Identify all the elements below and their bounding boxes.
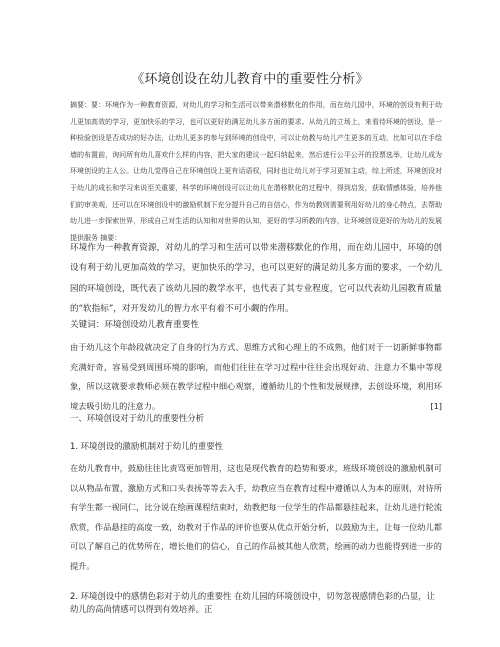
keywords-line: 关键词：环境创设幼儿教育重要性	[70, 320, 199, 330]
reference-marker: [1]	[430, 400, 442, 411]
subsection-heading-2: 2. 环境创设中的感情色彩对于幼儿的重要性 在幼儿园的环境创设中，切勿忽视感情色彩的凸显，让幼儿的高尚情感可以得到有效培养。正	[70, 591, 436, 614]
section-heading-1: 一、环境创设对于幼儿的重要性分析	[70, 413, 204, 423]
abstract-continuation: 环境作为一种教育资源，对幼儿的学习和生活可以带来潜移默化的作用，而在幼儿园中，环境的创设有利于幼儿更加高效的学习，更加快乐的学习，也可以更好的满足幼儿多方面的要求，一个幼儿园的环境创设，既代表了该幼儿园的教学水平，也代表了其专业程度，它可以代表幼儿园教育质量的“软指标”，对开发幼儿的智力水平有着不可小觑的作用。	[70, 243, 442, 315]
body-paragraph-2: 在幼儿教育中，鼓励往往比责骂更加管用，这也是现代教育的趋势和要求，班级环境创设的激励机制可以从物品布置、激励方式和口头表扬等等去入手，幼教应当在教育过程中遵循以人为本的原则，对待所有学生都一视同仁，比分说在绘画课程结束时，幼教把每一位学生的作品都悬挂起来，让幼儿进行轮流欣赏，作品悬挂的高度一致，幼教对于作品的评价也要从优点开始分析，以鼓励为主，让每一位幼儿都可以了解自己的优势所在，增长他们的信心，自己的作品被其他人欣赏，绘画的动力也能得到进一步的提升。	[70, 463, 442, 571]
body-paragraph-1	[70, 338, 442, 416]
document-title: 《环境创设在幼儿教育中的重要性分析》	[131, 72, 369, 87]
body-paragraph-1-text: 由于幼儿这个年龄段就决定了自身的行为方式、思维方式和心理上的不成熟，他们对于一切新鲜事物都充满好奇，容易受到周围环境的影响，而他们往往在学习过程中往往会出现好动、注意力不集中等现象，所以这就要求教师必须在教学过程中细心观察，遵循幼儿的个性和发展规律，去创设环境，利用环境去吸引幼儿的注意力。	[70, 342, 442, 411]
abstract-paragraph: 摘要：要：环境作为一种教育资源，对幼儿的学习和生活可以带来潜移默化的作用，而在幼儿园中，环境的创设有利于幼儿更加高效的学习，更加快乐的学习，也可以更好的满足幼儿多方面的要求。从幼儿的立场上，来看待环境的创设，是一种检验创设是否成功的好办法，让幼儿更多的参与到环境的创设中，可以让幼教与幼儿产生更多的互动，比如可以在手绘墙的布置前，询问所有幼儿喜欢什么样的内容，把大家的建议一起归纳起来，然后进行公平公开的投票选举，让幼儿成为环境创设的主人公。让幼儿觉得自己在环境创设上更有话语权，同时也让幼儿对于学习更加主动，综上所述，环境创设对于幼儿的成长和学习来说至关重要，科学的环境创设可以让幼儿在潜移默化的过程中，得到启发，获取情感体验，培养他们的审美观，还可以在环境创设中的激励机制下充分提升自己的自信心，作为幼教则需要利用好幼儿的身心特点，去帮助幼儿进一步探索世界，形成自己对生活的认知和对世界的认知，更好的学习所教的内容，让环境创设更好的为幼儿的发展提供服务 摘要：	[70, 101, 442, 242]
subsection-heading-1: 1. 环境创设的激励机制对于幼儿的重要性	[70, 441, 224, 451]
